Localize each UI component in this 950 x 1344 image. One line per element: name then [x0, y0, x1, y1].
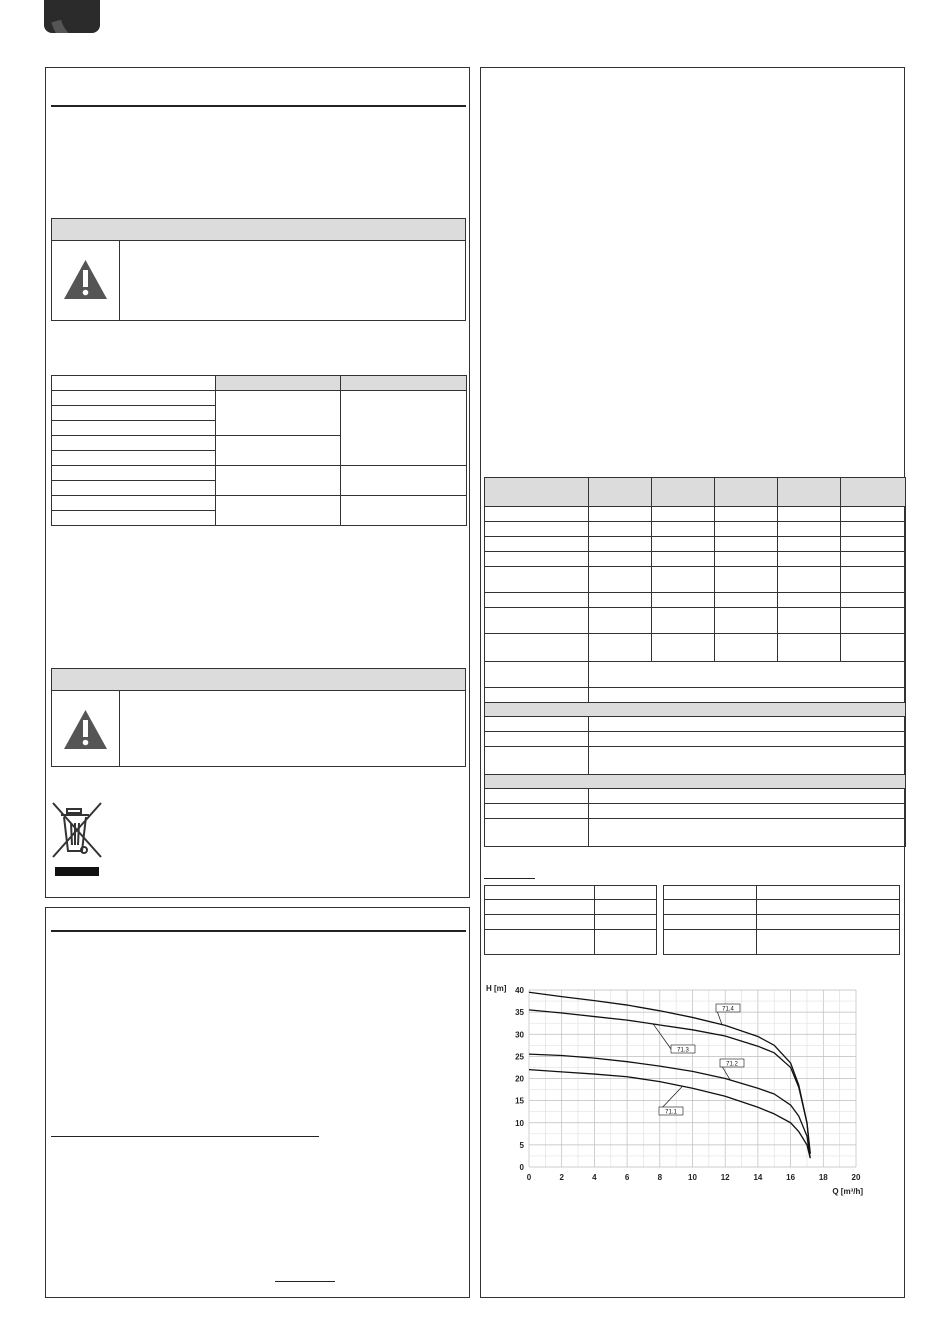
x-tick-label: 2	[559, 1173, 564, 1182]
x-tick-label: 14	[753, 1173, 763, 1182]
legend-heading-underline	[484, 878, 535, 879]
series-line-71-3	[529, 1010, 810, 1154]
warning-icon-cell	[52, 241, 120, 320]
model-table	[51, 375, 467, 526]
x-tick-label: 10	[688, 1173, 697, 1182]
left-top-panel	[45, 67, 470, 898]
underline-rule	[51, 1136, 319, 1137]
technical-data-table	[484, 477, 906, 847]
warning-icon-cell	[52, 691, 120, 766]
y-tick-label: 5	[519, 1140, 524, 1150]
x-tick-label: 0	[526, 1173, 532, 1182]
y-tick-label: 40	[515, 986, 524, 995]
warning-box	[51, 668, 466, 767]
x-tick-label: 16	[786, 1173, 796, 1182]
warning-header	[52, 219, 465, 241]
section-heading-rule	[51, 105, 466, 107]
warning-box	[51, 218, 466, 321]
y-tick-label: 0	[519, 1163, 524, 1172]
series-line-71-2	[529, 1054, 810, 1158]
x-tick-label: 4	[592, 1173, 597, 1182]
warning-triangle-icon	[63, 709, 108, 751]
x-tick-label: 6	[624, 1173, 630, 1182]
series-label: 71.1	[665, 1109, 677, 1116]
left-bottom-panel	[45, 907, 470, 1298]
x-tick-label: 20	[851, 1173, 861, 1182]
series-label: 71.2	[726, 1061, 738, 1068]
weee-crossed-bin-icon	[51, 801, 103, 879]
y-tick-label: 25	[515, 1052, 524, 1062]
x-axis-label: Q [m³/h]	[832, 1187, 863, 1196]
series-label: 71.3	[677, 1047, 689, 1054]
pump-performance-chart	[482, 978, 872, 1208]
x-tick-label: 12	[720, 1173, 730, 1182]
y-tick-label: 10	[515, 1118, 524, 1128]
legend-table-left	[484, 885, 657, 955]
y-axis-label: H [m]	[486, 984, 507, 993]
x-tick-label: 8	[657, 1173, 663, 1182]
warning-triangle-icon	[63, 259, 108, 301]
series-label: 71.4	[722, 1006, 734, 1013]
signature-line	[275, 1281, 335, 1282]
legend-table-right	[663, 885, 900, 955]
page-corner-tab	[44, 0, 100, 33]
y-tick-label: 30	[515, 1030, 524, 1040]
y-tick-label: 20	[515, 1074, 524, 1084]
x-tick-label: 18	[818, 1173, 828, 1182]
y-tick-label: 15	[515, 1096, 524, 1106]
warning-header	[52, 669, 465, 691]
y-tick-label: 35	[515, 1008, 524, 1018]
section-heading-rule	[51, 930, 466, 932]
